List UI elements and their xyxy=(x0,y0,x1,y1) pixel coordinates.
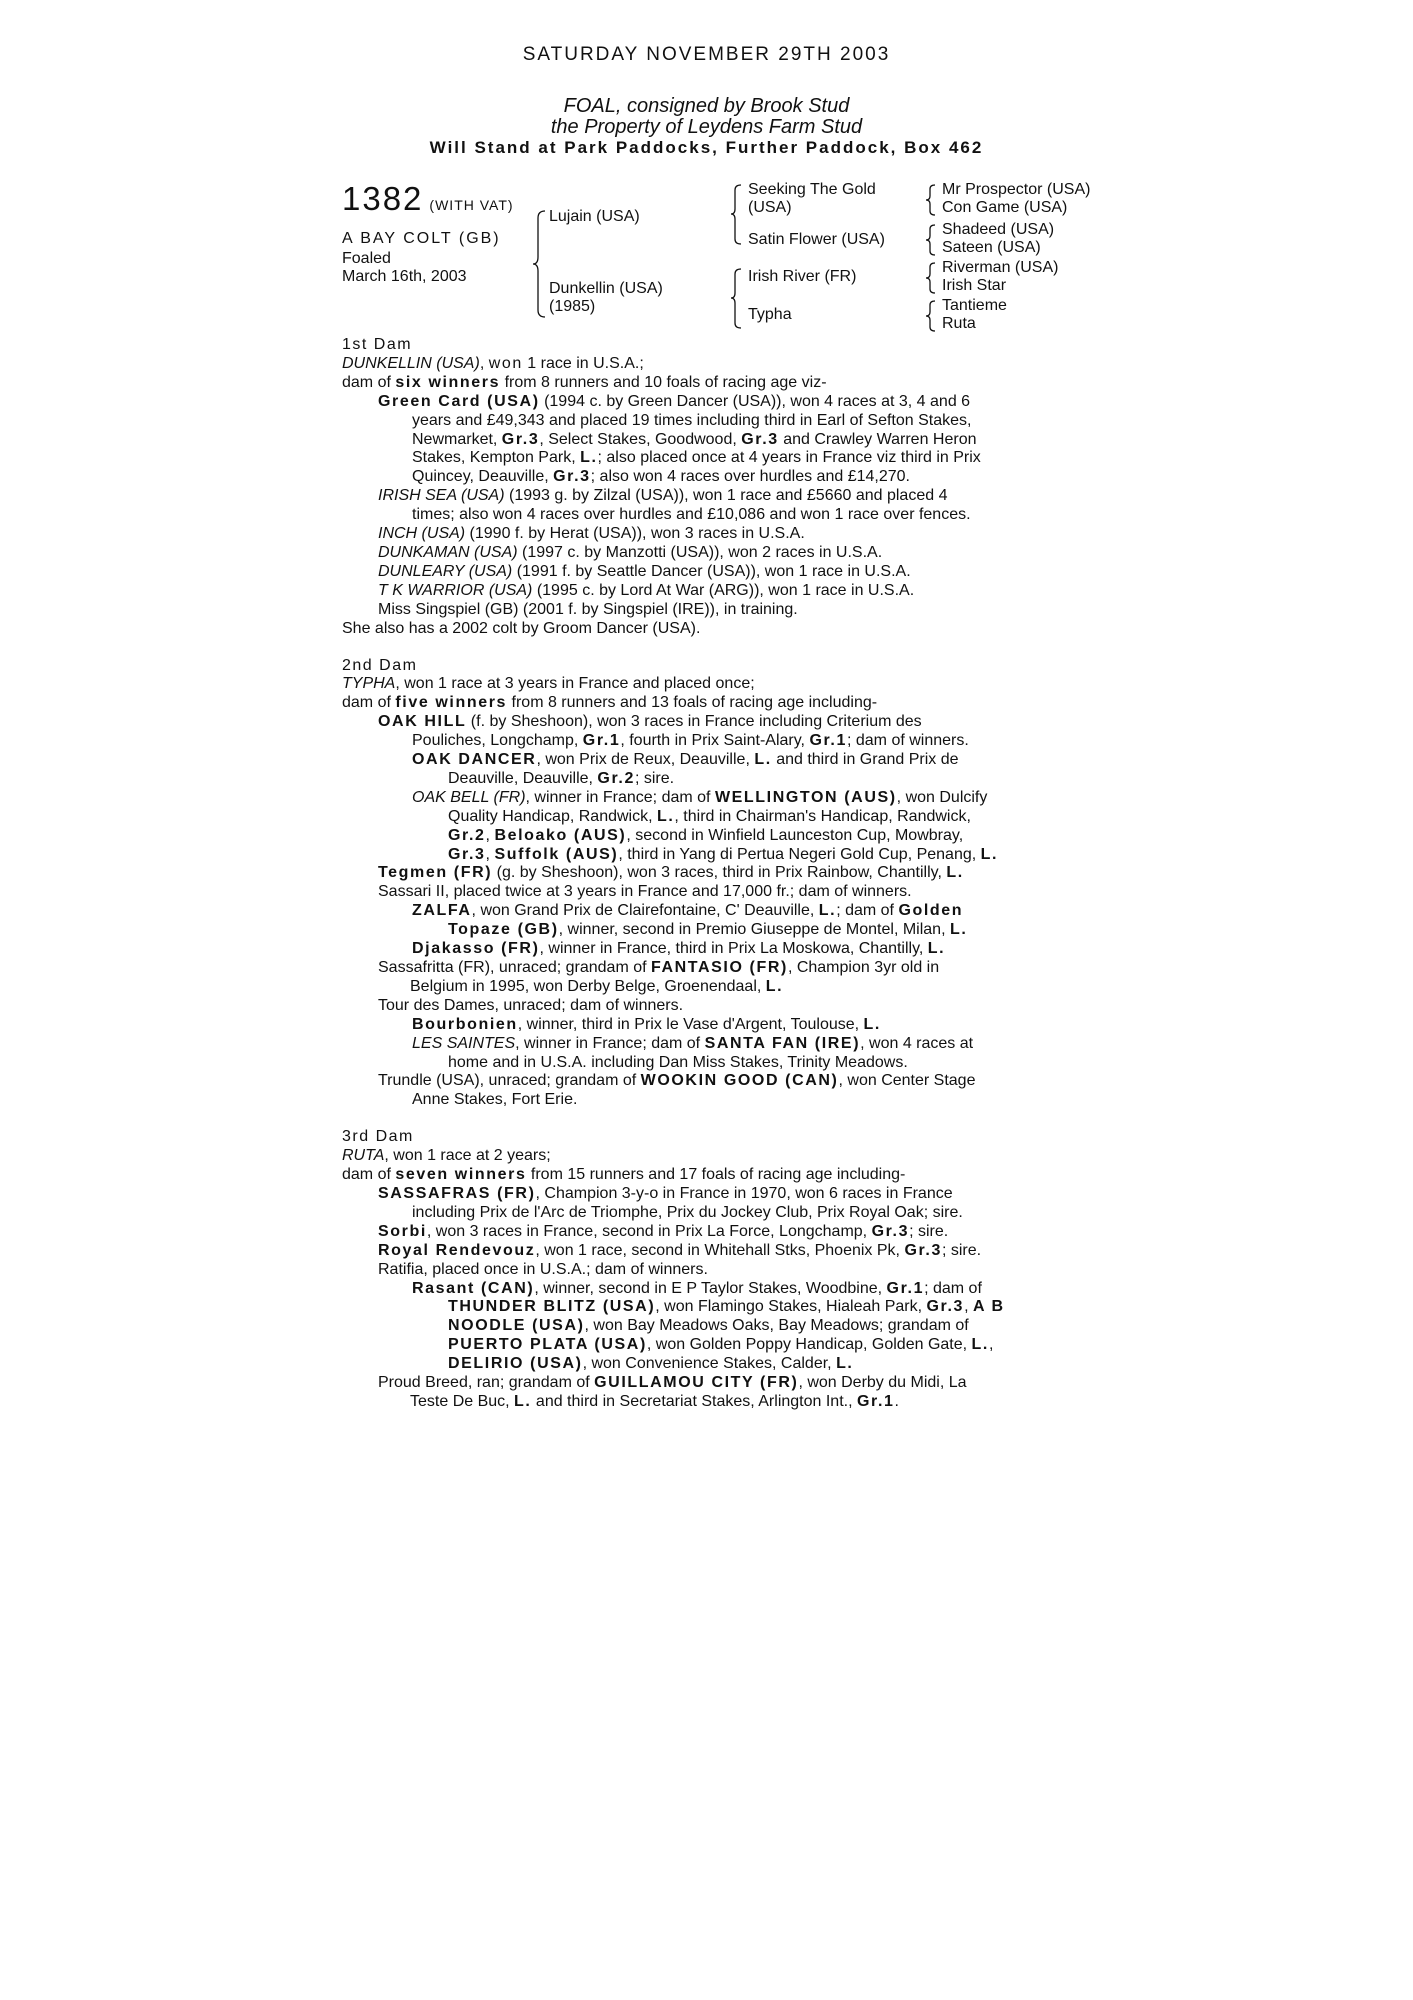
produce-rasant-cont4: DELIRIO (USA), won Convenience Stakes, Calder, L. xyxy=(448,1355,854,1373)
produce-sassafras: SASSAFRAS (FR), Champion 3-y-o in France in 1970, won 6 races in France xyxy=(378,1184,953,1202)
lot-number: 1382 xyxy=(342,180,424,217)
first-dam-summary-post: from 8 runners and 10 foals of racing age viz- xyxy=(504,373,827,391)
pedigree-bracket-main xyxy=(533,210,547,318)
pedigree-ss-country: (USA) xyxy=(748,199,792,216)
first-dam-record: DUNKELLIN (USA), won 1 race in U.S.A.; xyxy=(342,354,644,372)
property-line: the Property of Leydens Farm Stud xyxy=(550,116,863,138)
second-dam-summary-post: from 8 runners and 13 foals of racing age including- xyxy=(511,694,878,712)
pedigree-bracket-sire xyxy=(731,184,743,246)
produce-ratifia: Ratifia, placed once in U.S.A.; dam of winners. xyxy=(378,1260,708,1278)
consignment-note xyxy=(0,96,1413,138)
produce-rasant-cont2: NOODLE (USA), won Bay Meadows Oaks, Bay Meadows; grandam of xyxy=(448,1317,969,1335)
second-dam-winners: five winners xyxy=(395,694,508,712)
produce-oak-dancer-cont: Deauville, Deauville, Gr.2; sire. xyxy=(448,769,675,787)
pedigree-ds-sire: Riverman (USA) xyxy=(942,259,1059,276)
second-dam-summary xyxy=(342,694,1082,713)
pedigree-dam-year: (1985) xyxy=(549,298,596,315)
sale-date: SATURDAY NOVEMBER 29TH 2003 xyxy=(522,44,891,65)
pedigree-sd-sire: Shadeed (USA) xyxy=(942,221,1055,238)
consignor-line: FOAL, consigned by Brook Stud xyxy=(563,95,850,117)
produce-sassafritta: Sassafritta (FR), unraced; grandam of FANTASIO (FR), Champion 3yr old in xyxy=(378,959,940,976)
produce-trundle: Trundle (USA), unraced; grandam of WOOKIN GOOD (CAN), won Center Stage xyxy=(378,1072,976,1090)
produce-sassafritta-cont: Belgium in 1995, won Derby Belge, Groenendaal, L. xyxy=(410,977,784,995)
pedigree-bracket-g4 xyxy=(926,300,936,332)
produce-oak-bell-cont3: Gr.3, Suffolk (AUS), third in Yang di Pertua Negeri Gold Cup, Penang, L. xyxy=(448,845,999,863)
third-dam-summary xyxy=(342,1166,1082,1185)
produce-rasant: Rasant (CAN), winner, second in E P Taylor Stakes, Woodbine, Gr.1; dam of xyxy=(412,1279,982,1297)
lot-heading xyxy=(342,180,514,218)
pedigree-bracket-g1 xyxy=(926,184,936,216)
third-dam-heading: 3rd Dam xyxy=(342,1128,414,1146)
produce-tk-warrior: T K WARRIOR (USA) (1995 c. by Lord At War (ARG)), won 1 race in U.S.A. xyxy=(378,581,915,599)
produce-djakasso: Djakasso (FR), winner in France, third in Prix La Moskowa, Chantilly, L. xyxy=(412,940,946,958)
produce-green-card-cont2: Newmarket, Gr.3, Select Stakes, Goodwood, Gr.3 and Crawley Warren Heron xyxy=(412,430,977,448)
produce-zalfa: ZALFA, won Grand Prix de Clairefontaine, C' Deauville, L.; dam of Golden xyxy=(412,902,964,920)
pedigree-bracket-g3 xyxy=(926,262,936,294)
third-dam-record: RUTA, won 1 race at 2 years; xyxy=(342,1147,551,1165)
produce-proud-breed: Proud Breed, ran; grandam of GUILLAMOU CITY (FR), won Derby du Midi, La xyxy=(378,1374,967,1392)
produce-green-card-cont4: Quincey, Deauville, Gr.3; also won 4 races over hurdles and £14,270. xyxy=(412,468,910,486)
first-dam-winners: six winners xyxy=(395,373,501,391)
produce-proud-breed-cont: Teste De Buc, L. and third in Secretariat Stakes, Arlington Int., Gr.1. xyxy=(410,1392,899,1410)
pedigree-dam-dam: Typha xyxy=(748,306,792,323)
first-dam-note: She also has a 2002 colt by Groom Dancer (USA). xyxy=(342,619,701,637)
produce-green-card: Green Card (USA) (1994 c. by Green Dancer (USA)), won 4 races at 3, 4 and 6 xyxy=(378,392,971,410)
pedigree-ss-sire: Mr Prospector (USA) xyxy=(942,181,1091,198)
produce-sorbi: Sorbi, won 3 races in France, second in Prix La Force, Longchamp, Gr.3; sire. xyxy=(378,1222,949,1240)
pedigree-bracket-dam xyxy=(731,268,743,330)
foaled-label: Foaled xyxy=(342,250,391,267)
produce-oak-bell-cont1: Quality Handicap, Randwick, L., third in Chairman's Handicap, Randwick, xyxy=(448,807,971,825)
produce-oak-bell-cont2: Gr.2, Beloako (AUS), second in Winfield Launceston Cup, Mowbray, xyxy=(448,826,964,844)
produce-tegmen: Tegmen (FR) (g. by Sheshoon), won 3 races, third in Prix Rainbow, Chantilly, L. xyxy=(378,864,964,882)
pedigree-sire-dam: Satin Flower (USA) xyxy=(748,231,885,248)
pedigree-dam-name: Dunkellin (USA) xyxy=(549,280,663,297)
produce-les-saintes: LES SAINTES, winner in France; dam of SANTA FAN (IRE), won 4 races at xyxy=(412,1034,974,1052)
produce-zalfa-cont: Topaze (GB), winner, second in Premio Giuseppe de Montel, Milan, L. xyxy=(448,921,968,939)
second-dam-heading: 2nd Dam xyxy=(342,656,418,674)
horse-sex-colour: A BAY COLT (GB) xyxy=(342,230,501,247)
produce-tour-des-dames: Tour des Dames, unraced; dam of winners. xyxy=(378,996,684,1014)
produce-les-saintes-cont: home and in U.S.A. including Dan Miss Stakes, Trinity Meadows. xyxy=(448,1053,908,1071)
pedigree-sd-dam: Sateen (USA) xyxy=(942,239,1041,256)
third-dam-summary-pre: dam of xyxy=(342,1166,391,1184)
produce-inch: INCH (USA) (1990 f. by Herat (USA)), won 3 races in U.S.A. xyxy=(378,525,805,543)
produce-oak-hill-cont: Pouliches, Longchamp, Gr.1, fourth in Prix Saint-Alary, Gr.1; dam of winners. xyxy=(412,732,969,750)
produce-green-card-cont3: Stakes, Kempton Park, L.; also placed once at 4 years in France viz third in Prix xyxy=(412,449,981,467)
produce-oak-hill: OAK HILL (f. by Sheshoon), won 3 races in France including Criterium des xyxy=(378,713,922,731)
produce-rasant-cont1: THUNDER BLITZ (USA), won Flamingo Stakes, Hialeah Park, Gr.3, A B xyxy=(448,1298,1005,1316)
pedigree-sire-sire xyxy=(748,181,876,217)
produce-trundle-cont: Anne Stakes, Fort Erie. xyxy=(412,1091,578,1109)
second-dam-name: TYPHA xyxy=(342,675,396,693)
produce-sassari: Sassari II, placed twice at 3 years in France and 17,000 fr.; dam of winners. xyxy=(378,883,912,901)
first-dam-heading: 1st Dam xyxy=(342,336,413,353)
first-dam-name: DUNKELLIN (USA) xyxy=(342,354,480,372)
pedigree-dam-sire: Irish River (FR) xyxy=(748,268,857,285)
produce-rasant-cont3: PUERTO PLATA (USA), won Golden Poppy Handicap, Golden Gate, L., xyxy=(448,1336,994,1354)
horse-description xyxy=(342,230,501,286)
third-dam-summary-post: from 15 runners and 17 foals of racing age including- xyxy=(530,1166,906,1184)
third-dam-name: RUTA xyxy=(342,1147,385,1165)
produce-irish-sea-cont: times; also won 4 races over hurdles and £10,086 and won 1 race over fences. xyxy=(412,506,971,524)
stand-location: Will Stand at Park Paddocks, Further Paddock, Box 462 xyxy=(429,138,984,157)
first-dam-summary xyxy=(342,374,1082,393)
produce-oak-bell: OAK BELL (FR), winner in France; dam of WELLINGTON (AUS), won Dulcify xyxy=(412,788,988,806)
pedigree-dam xyxy=(549,280,663,316)
pedigree-dd-sire: Tantieme xyxy=(942,297,1007,314)
produce-record xyxy=(342,336,1082,1412)
produce-bourbonien: Bourbonien, winner, third in Prix le Vase d'Argent, Toulouse, L. xyxy=(412,1015,881,1033)
produce-dunleary: DUNLEARY (USA) (1991 f. by Seattle Dancer (USA)), won 1 race in U.S.A. xyxy=(378,562,911,580)
pedigree-sire: Lujain (USA) xyxy=(549,208,640,225)
first-dam-summary-pre: dam of xyxy=(342,373,391,391)
pedigree-ss-name: Seeking The Gold xyxy=(748,181,876,198)
vat-note: (WITH VAT) xyxy=(429,197,514,213)
produce-sassafras-cont: including Prix de l'Arc de Triomphe, Prix du Jockey Club, Prix Royal Oak; sire. xyxy=(412,1203,963,1221)
pedigree-ds-dam: Irish Star xyxy=(942,277,1007,294)
foaled-date: March 16th, 2003 xyxy=(342,268,467,285)
produce-green-card-cont1: years and £49,343 and placed 19 times including third in Earl of Sefton Stakes, xyxy=(412,411,972,429)
pedigree-bracket-g2 xyxy=(926,224,936,256)
pedigree-ss-dam: Con Game (USA) xyxy=(942,199,1068,216)
produce-irish-sea: IRISH SEA (USA) (1993 g. by Zilzal (USA)), won 1 race and £5660 and placed 4 xyxy=(378,487,948,505)
produce-royal-rendevouz: Royal Rendevouz, won 1 race, second in Whitehall Stks, Phoenix Pk, Gr.3; sire. xyxy=(378,1241,982,1259)
second-dam-summary-pre: dam of xyxy=(342,694,391,712)
pedigree-dd-dam: Ruta xyxy=(942,315,976,332)
third-dam-winners: seven winners xyxy=(395,1166,527,1184)
produce-dunkaman: DUNKAMAN (USA) (1997 c. by Manzotti (USA)), won 2 races in U.S.A. xyxy=(378,543,883,561)
produce-miss-singspiel: Miss Singspiel (GB) (2001 f. by Singspiel (IRE)), in training. xyxy=(378,600,798,618)
produce-oak-dancer: OAK DANCER, won Prix de Reux, Deauville, L. and third in Grand Prix de xyxy=(412,751,959,769)
second-dam-record: TYPHA, won 1 race at 3 years in France and placed once; xyxy=(342,675,755,693)
